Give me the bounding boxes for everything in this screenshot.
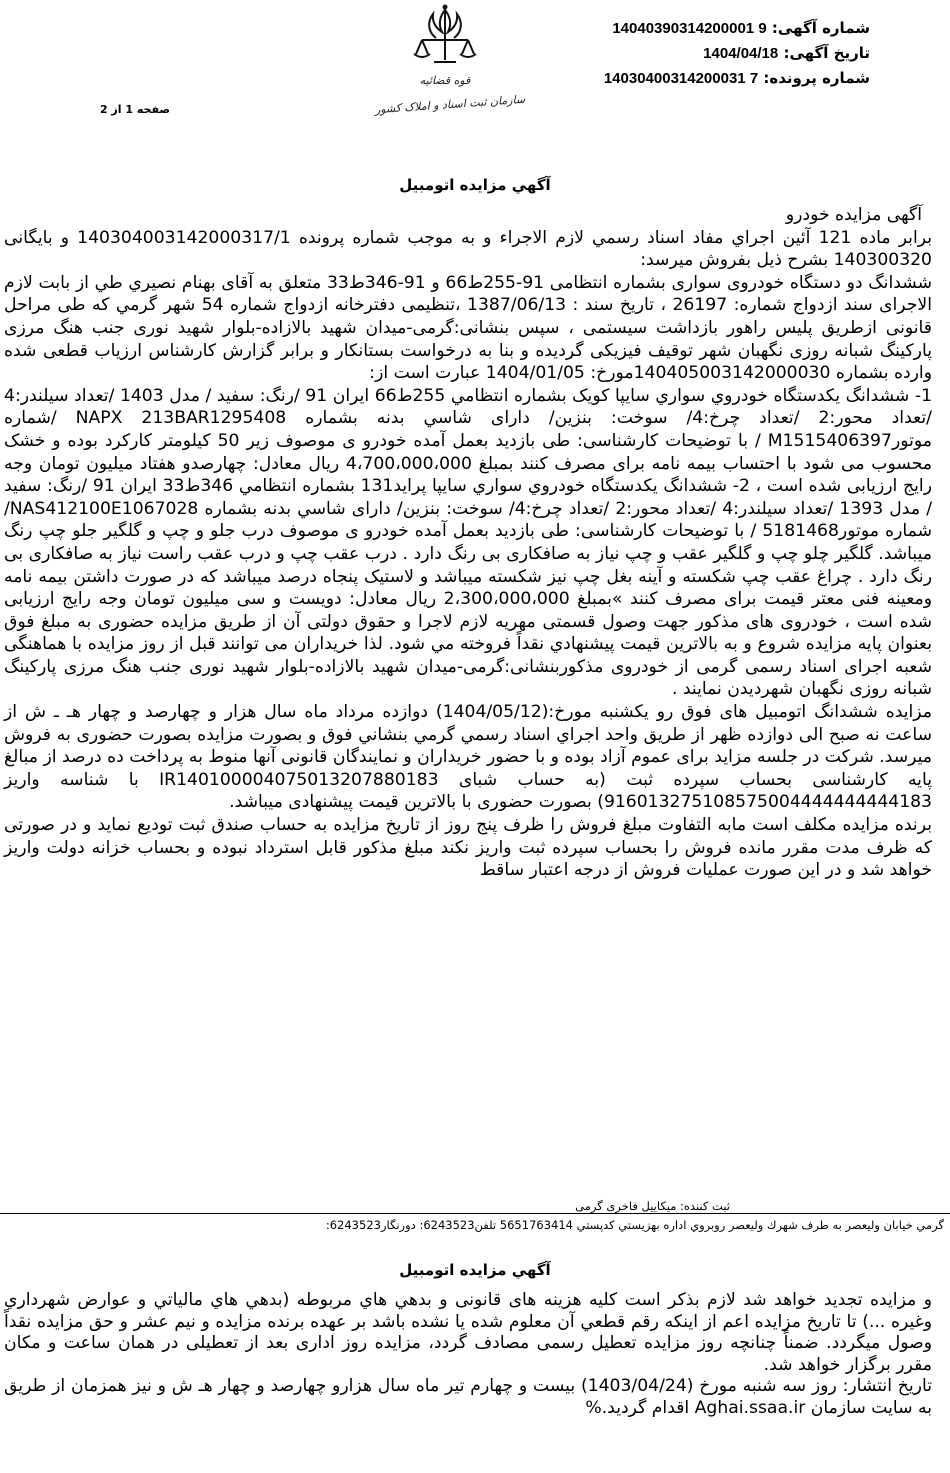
ad-date: 1404/04/18 <box>703 45 779 62</box>
ad-date-row <box>604 41 870 66</box>
notice-paragraph: برابر ماده 121 آئین اجراي مفاد اسناد رسمي لازم الاجراء و به موجب شماره پرونده 140304003142000317/1 و بایگانی 140300320 بشرح ذیل بفروش میرسد: <box>4 227 933 271</box>
notice-title-continued: آگهي مزايده اتومبيل <box>399 1261 551 1279</box>
office-address: گرمي خيابان وليعصر به طرف شهرك وليعصر روبروي اداره بهزيستي كدپستي 5651763414 تلفن6243523: دورنگار6243523: <box>325 1218 944 1232</box>
notice-paragraph: آگهی مزایده خودرو <box>785 205 922 225</box>
ad-date-label: تاریخ آگهی: <box>783 44 870 62</box>
notice-paragraph: مزایده ششدانگ اتومبیل های فوق رو یکشنبه مورخ:(1404/05/12) دوازده مرداد ماه سال هزار و چهارصد و چهار هـ ـ ش از ساعت نه صبح الی دوازده ظهر از طريق واحد اجراي اسناد رسمي گرمي بنشاني فوق و بصورت مزایده بصورت حضوری به فروش میرسد. شرکت در جلسه مزاید برای عموم آزاد بوده و با حضور خریداران و نمایندگان قانونی آنها منوط به پرداخت ده درصد از مبالغ پایه کارشناسی بحساب سپرده ثبت (به حساب شبای IR140100004075013207880183 با شناسه واریز 916013275108575004444444444183) بصورت حضوری با بالاترین قیمت پیشنهادی میباشد. <box>4 702 932 813</box>
case-number-row <box>604 66 870 91</box>
logo-caption-judiciary: قوه قضائیه <box>419 74 471 87</box>
registrar-label: ثبت کننده: <box>680 1199 730 1213</box>
footer-divider <box>0 1213 950 1214</box>
registrar-name: میکاییل فاخری گرمی <box>575 1199 677 1213</box>
page-indicator: صفحه 1 از 2 <box>99 103 170 116</box>
ad-number-label: شماره آگهی: <box>771 19 870 37</box>
notice-paragraph: 1- ششدانگ یکدستگاه خودروي سواري سايپا كويک بشماره انتظامي 255ط66 ایران 91 /رنگ: سفید / مدل 1403 /تعداد سیلندر:4 /تعداد محور:2 /تعداد چرخ:4/ سوخت: بنزین/ دارای شاسي بدنه بشماره NAPX 213BAR1295408 /شماره موتورM1515406397 / با توضیحات کارشناسی: طی بازدید بعمل آمده خودرو ی موصوف زیر 50 کیلومتر کارکرد بوده و خشک محسوب می شود با احتساب بیمه نامه برای مصرف کنند بمبلغ 4،700،000،000 ریال معادل: چهارصدو هفتاد میلیون تومان وجه رایج ارزیابی شده است ، 2- ششدانگ یکدستگاه خودروي سواري سايپا پرايد131 بشماره انتظامي 346ط33 ایران 91 /رنگ: سفید / مدل 1393 /تعداد سیلندر:4 /تعداد محور:2 /تعداد چرخ:4/ سوخت: بنزین/ دارای شاسي بدنه بشماره NAS412100E1067028/ شماره موتور5181468 / با توضیحات کارشناسی: طی بازدید بعمل آمده خودرو ی موصوف درب جلو و چپ و گلگیر جلو چپ رنگ میباشد. گلگیر چلو چپ و گلگیر عقب و چپ نیاز به صافکاری بی رنگ دارد . درب عقب چپ و درب عقب راست نیاز به صافکاری بی رنگ دارد . چراغ عقب چپ شکسته و آینه بغل چپ نیز شکسته میباشد و لاستیک پنجاه درصد میباشد که در صورت داشتن بیمه نامه ومعینه فنی معتر قیمت برای مصرف کنند »بمبلغ 2،300،000،000 ریال معادل: دویست و سی میلیون تومان وجه رایج ارزیابی شده است ، خودروی های مذکور جهت وصول قسمتی مهریه لازم لاجرا و حقوق دولتی آن از طریق مزایده حضوری به مبلغ فوق بعنوان پایه مزایده شروع و به بالاترین قیمت پیشنهادي نقداً فروخته مي شود. لذا خریداران می توانند قبل از روز مزایده با هماهنگی شعبه اجرای اسناد رسمی گرمی از خودروی مذکوربنشانی:گرمی-میدان شهید بالازاده-بلوار شهید نوری جنب هنگ مرزی پارکینگ شبانه روزی نگهبان شهردیدن نمایند . <box>4 385 933 700</box>
notice-title: آگهي مزايده اتومبيل <box>399 176 551 194</box>
ad-number-row <box>604 16 870 41</box>
ad-number: 14040390314200001 9 <box>612 20 767 37</box>
emblem-icon <box>370 2 520 77</box>
notice-paragraph: و مزایده تجدید خواهد شد لازم بذکر است کلیه هزینه های قانونی و بدهي هاي مربوطه (بدهي هاي مالياتي و عوارض شهرداري وغيره ...) تا تاريخ مزايده اعم از اینکه رقم قطعي آن معلوم شده يا نشده باشد بر عهده برنده مزايده و نیم عشر و حق مزایده نقداً وصول میگردد. ضمناً چنانچه روز مزایده تعطیل رسمی مصادف گردد، مزایده روز اداری بعد از تعطیلی در همان ساعت و مکان مقرر برگزار خواهد شد. <box>4 1290 932 1375</box>
notice-body <box>4 204 932 882</box>
ad-metadata <box>604 16 870 91</box>
case-number-label: شماره پرونده: <box>763 69 870 87</box>
registrar <box>575 1199 730 1213</box>
notice-paragraph: برنده مزایده مکلف است مابه التفاوت مبلغ فروش را ظرف پنج روز از تاریخ مزایده به حساب صندق ثبت تودیع نماید و در صورتی که ظرف مدت مقرر مانده فروش را بحساب سپرده ثبت واریز نکند مبلغ مذکور قابل استرداد نبوده و بحساب خزانه دولت واریز خواهد شد و در این صورت عملیات فروش از درجه اعتبار ساقط <box>4 815 932 881</box>
notice-body-continued <box>4 1290 932 1420</box>
logo-caption-organization: سازمان ثبت اسناد و املاک کشور <box>374 92 526 117</box>
notice-paragraph: تاریخ انتشار: روز سه شنبه مورخ (1403/04/24) بیست و چهارم تیر ماه سال هزارو چهارصد و چهار هـ ش و نیز همزمان از طریق به سایت سازمان Aghai.ssaa.ir اقدام گردید.% <box>4 1376 933 1418</box>
notice-paragraph: ششدانگ دو دستگاه خودروی سواری بشماره انتظامی 91-255ط66 و 91-346ط33 متعلق به آقای بهنام نصيري طي از بابت لازم الاجرای سند ازدواج شماره: 26197 ، تاریخ سند : 1387/06/13 ،تنظیمی دفترخانه ازدواج شماره 54 شهر گرمي که طی مراحل قانونی ازطریق پلیس راهور بازداشت سیستمی ، سپس بنشانی:گرمی-میدان شهید بالازاده-بلوار شهید نوری جنب هنگ مرزی پارکینگ شبانه روزی نگهبان شهر توقیف فیزیکی گردیده و بنا به درخواست بستانکار و برابر گزارش کارشناس ارزیاب قطعی شده وارده بشماره 140405003142000030مورخ: 1404/01/05 عبارت است از: <box>4 272 932 384</box>
case-number: 14030400314200031 7 <box>603 70 759 87</box>
